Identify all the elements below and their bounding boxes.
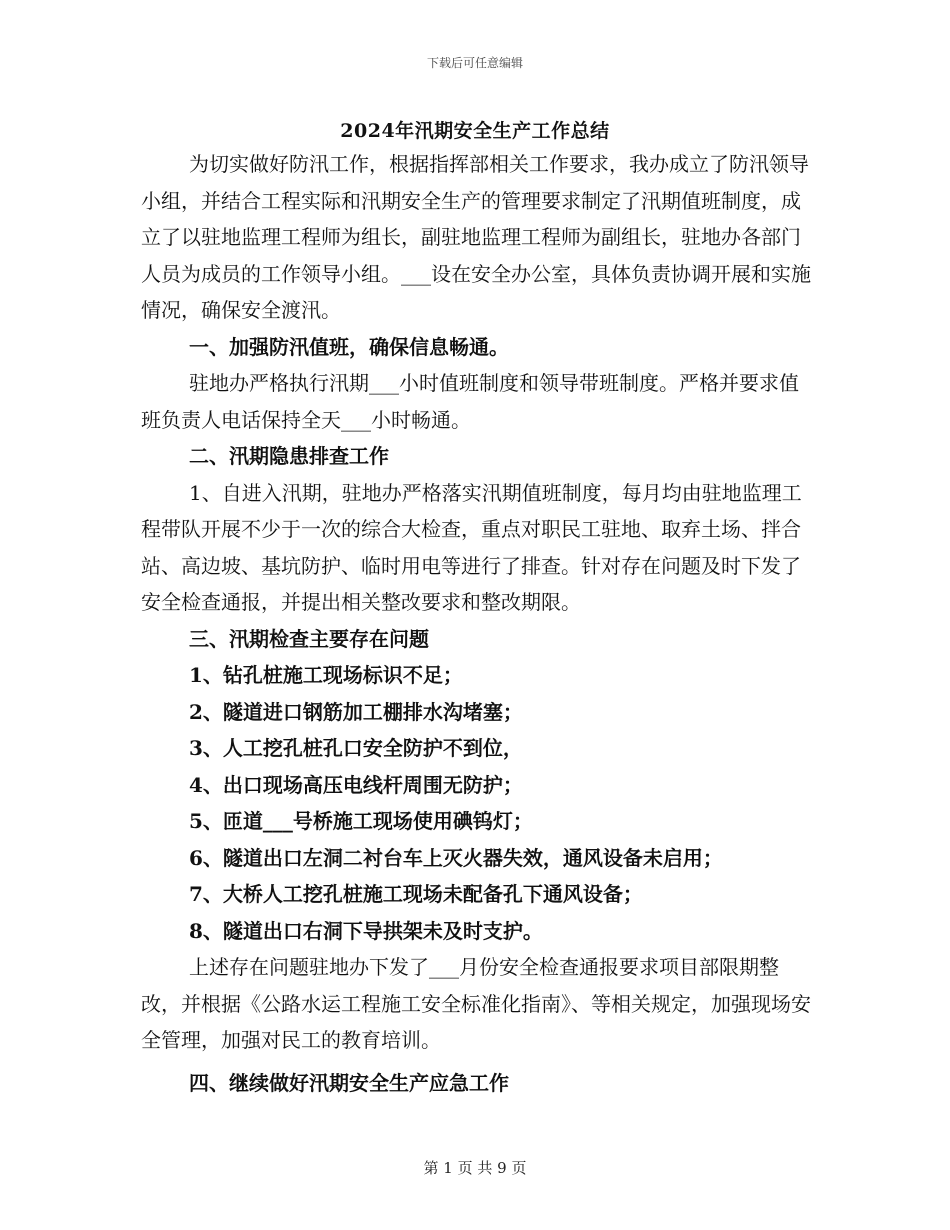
issue-item-2: 2、隧道进口钢筋加工棚排水沟堵塞； [189, 699, 523, 724]
issue-item-1: 1、钻孔桩施工现场标识不足； [189, 663, 463, 687]
section-4-heading: 四、继续做好汛期安全生产应急工作 [189, 1070, 509, 1095]
section-2-heading: 二、汛期隐患排查工作 [189, 444, 389, 468]
document-body [141, 146, 811, 1101]
issue-item-6: 6、隧道出口左洞二衬台车上灭火器失效，通风设备未启用； [189, 845, 723, 870]
document-title: 2024年汛期安全生产工作总结 [340, 120, 610, 142]
issue-item-7: 7、大桥人工挖孔桩施工现场未配备孔下通风设备； [189, 882, 643, 906]
issue-item-4: 4、出口现场高压电线杆周围无防护； [189, 772, 523, 797]
page-number: 第 1 页 共 9 页 [423, 1159, 527, 1177]
header-note: 下载后可任意编辑 [426, 56, 523, 70]
issue-item-8: 8、隧道出口右洞下导拱架未及时支护。 [189, 918, 543, 943]
issue-item-3: 3、人工挖孔桩孔口安全防护不到位， [189, 736, 523, 760]
section-2-paragraph: 1、自进入汛期，驻地办严格落实汛期值班制度，每月均由驻地监理工程带队开展不少于一次的综合大检查，重点对职民工驻地、取弃土场、拌合站、高边坡、基坑防护、临时用电等进行了排查。针对存在问题及时下发了安全检查通报，并提出相关整改要求和整改期限。 [141, 480, 802, 614]
section-1-heading: 一、加强防汛值班，确保信息畅通。 [189, 334, 509, 359]
section-1-paragraph: 驻地办严格执行汛期___小时值班制度和领导带班制度。严格并要求值班负责人电话保持全天___小时畅通。 [141, 371, 799, 432]
issue-item-5: 5、匝道___号桥施工现场使用碘钨灯； [189, 809, 533, 833]
section-3-heading: 三、汛期检查主要存在问题 [189, 626, 429, 651]
section-3-followup-paragraph: 上述存在问题驻地办下发了___月份安全检查通报要求项目部限期整改，并根据《公路水运工程施工安全标准化指南》、等相关规定，加强现场安全管理，加强对民工的教育培训。 [141, 955, 811, 1052]
intro-paragraph: 为切实做好防汛工作，根据指挥部相关工作要求，我办成立了防汛领导小组，并结合工程实际和汛期安全生产的管理要求制定了汛期值班制度，成立了以驻地监理工程师为组长，副驻地监理工程师为副组长，驻地办各部门人员为成员的工作领导小组。___设在安全办公室，具体负责协调开展和实施情况，确保安全渡汛。 [141, 152, 811, 322]
